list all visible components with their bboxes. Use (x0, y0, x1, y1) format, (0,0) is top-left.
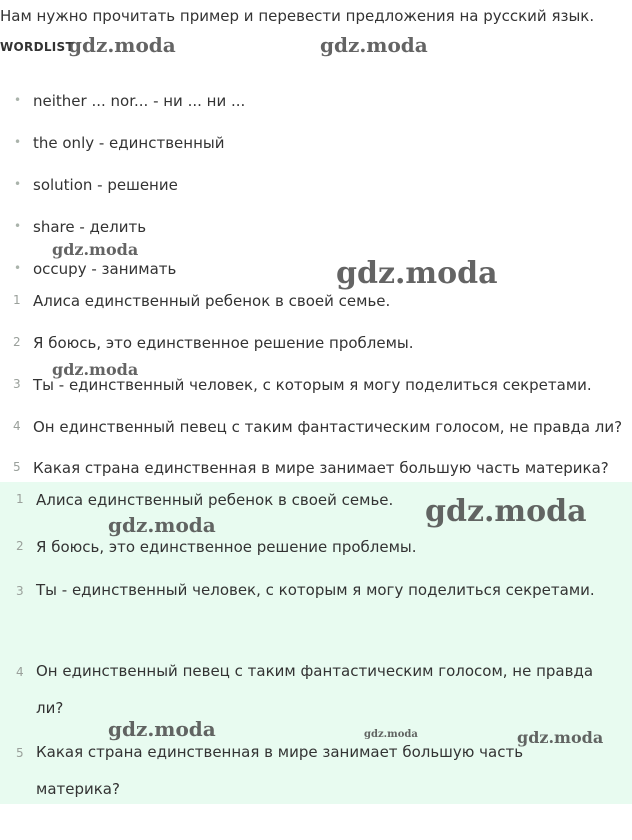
watermark: gdz.moda (320, 33, 428, 57)
answer-number: 4 (16, 665, 24, 679)
answer-text: Я боюсь, это единственное решение проблемы. (36, 538, 417, 556)
sentence-text: Алиса единственный ребенок в своей семье. (33, 292, 391, 310)
sentence-number: 2 (13, 335, 21, 349)
watermark: gdz.moda (52, 360, 139, 379)
task-instruction: Нам нужно прочитать пример и перевести предложения на русский язык. (0, 7, 595, 25)
answer-text: Алиса единственный ребенок в своей семье. (36, 491, 394, 509)
answer-number: 1 (16, 492, 24, 506)
watermark: gdz.moda (364, 729, 418, 740)
answer-text: Ты - единственный человек, с которым я могу поделиться секретами. (36, 581, 595, 599)
wordlist-item-text: solution - решение (33, 176, 178, 194)
answer-text: Какая страна единственная в мире занимает большую часть материка? (36, 743, 524, 798)
sentence-number: 3 (13, 377, 21, 391)
watermark: gdz.moda (68, 33, 176, 57)
bullet-icon: • (14, 135, 22, 149)
answer-text: Он единственный певец с таким фантастическим голосом, не правда ли? (36, 662, 594, 717)
wordlist-item-text: share - делить (33, 218, 147, 236)
wordlist-item-text: the only - единственный (33, 134, 225, 152)
wordlist-item-text: occupy - занимать (33, 260, 177, 278)
answer-block (0, 482, 632, 804)
bullet-icon: • (14, 93, 22, 107)
sentence-number: 4 (13, 419, 21, 433)
answer-number: 5 (16, 746, 24, 760)
wordlist-item-text: neither ... nor... - ни ... ни ... (33, 92, 246, 110)
sentence-number: 5 (13, 460, 21, 474)
sentence-text: Он единственный певец с таким фантастическим голосом, не правда ли? (33, 418, 623, 436)
watermark: gdz.moda (336, 256, 498, 291)
sentence-number: 1 (13, 293, 21, 307)
watermark: gdz.moda (108, 717, 216, 741)
bullet-icon: • (14, 219, 22, 233)
answer-number: 3 (16, 584, 24, 598)
watermark: gdz.moda (108, 513, 216, 537)
bullet-icon: • (14, 177, 22, 191)
sentence-text: Ты - единственный человек, с которым я могу поделиться секретами. (33, 376, 592, 394)
answer-number: 2 (16, 539, 24, 553)
bullet-icon: • (14, 261, 22, 275)
wordlist-heading: WORDLIST (0, 40, 74, 54)
watermark: gdz.moda (517, 728, 604, 747)
sentence-text: Какая страна единственная в мире занимает большую часть материка? (33, 459, 609, 477)
watermark: gdz.moda (425, 494, 587, 529)
watermark: gdz.moda (52, 240, 139, 259)
sentence-text: Я боюсь, это единственное решение проблемы. (33, 334, 414, 352)
